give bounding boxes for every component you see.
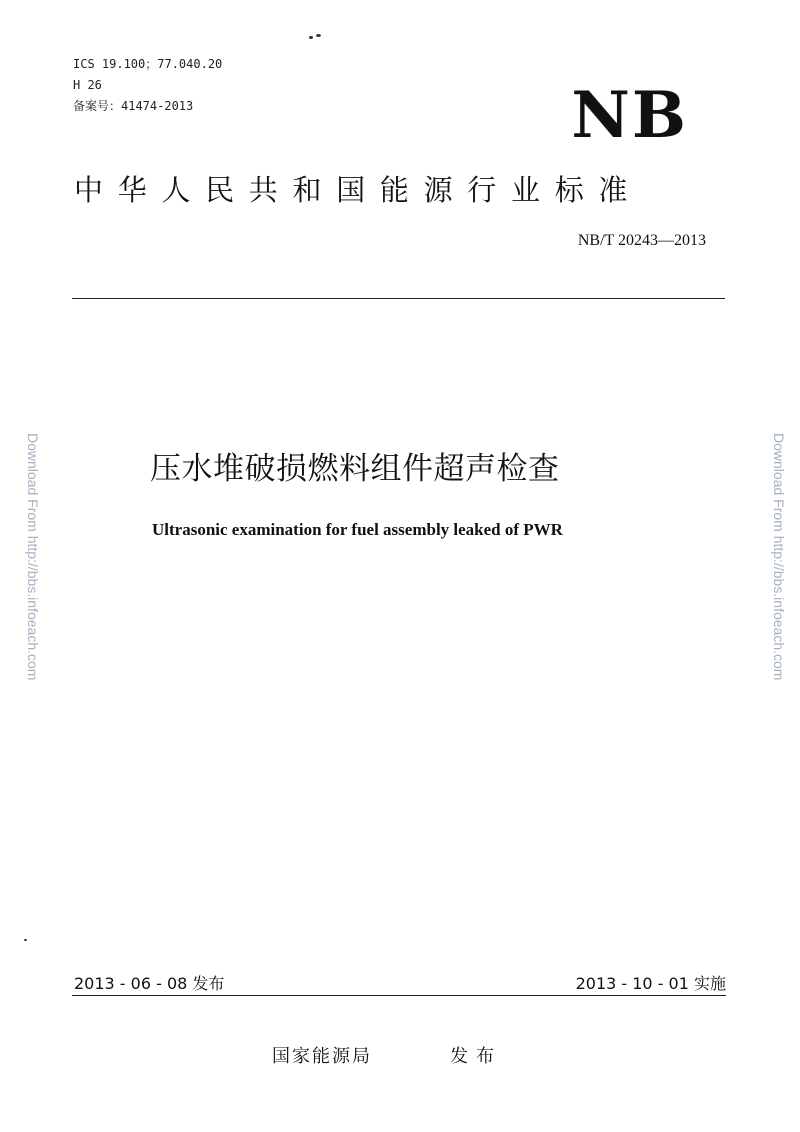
standard-code: NB/T 20243—2013 (577, 232, 706, 249)
watermark-left: Download From http://bbs.infoeach.com (25, 433, 41, 681)
watermark-right: Download From http://bbs.infoeach.com (771, 433, 787, 681)
document-title-zh: 压水堆破损燃料组件超声检查 (150, 451, 560, 487)
ics-code: ICS 19.100；77.040.20 (73, 57, 223, 71)
bottom-divider (72, 995, 726, 996)
record-number: 备案号：41474-2013 (73, 99, 194, 113)
issue-date: 2013 - 06 - 08 发布 (74, 974, 225, 993)
implementation-date: 2013 - 10 - 01 实施 (575, 974, 726, 993)
scan-speck (24, 939, 27, 941)
scan-speck (309, 36, 313, 39)
classification-code: H 26 (73, 78, 102, 92)
scan-speck (316, 34, 321, 37)
standard-category-title: 中华人民共和国能源行业标准 (74, 173, 643, 207)
issuing-authority: 国家能源局 (272, 1046, 372, 1067)
top-divider (72, 298, 725, 299)
document-title-en: Ultrasonic examination for fuel assembly leaked of PWR (152, 520, 563, 539)
nb-logo: NB (571, 78, 688, 153)
issue-label: 发布 (450, 1046, 502, 1067)
